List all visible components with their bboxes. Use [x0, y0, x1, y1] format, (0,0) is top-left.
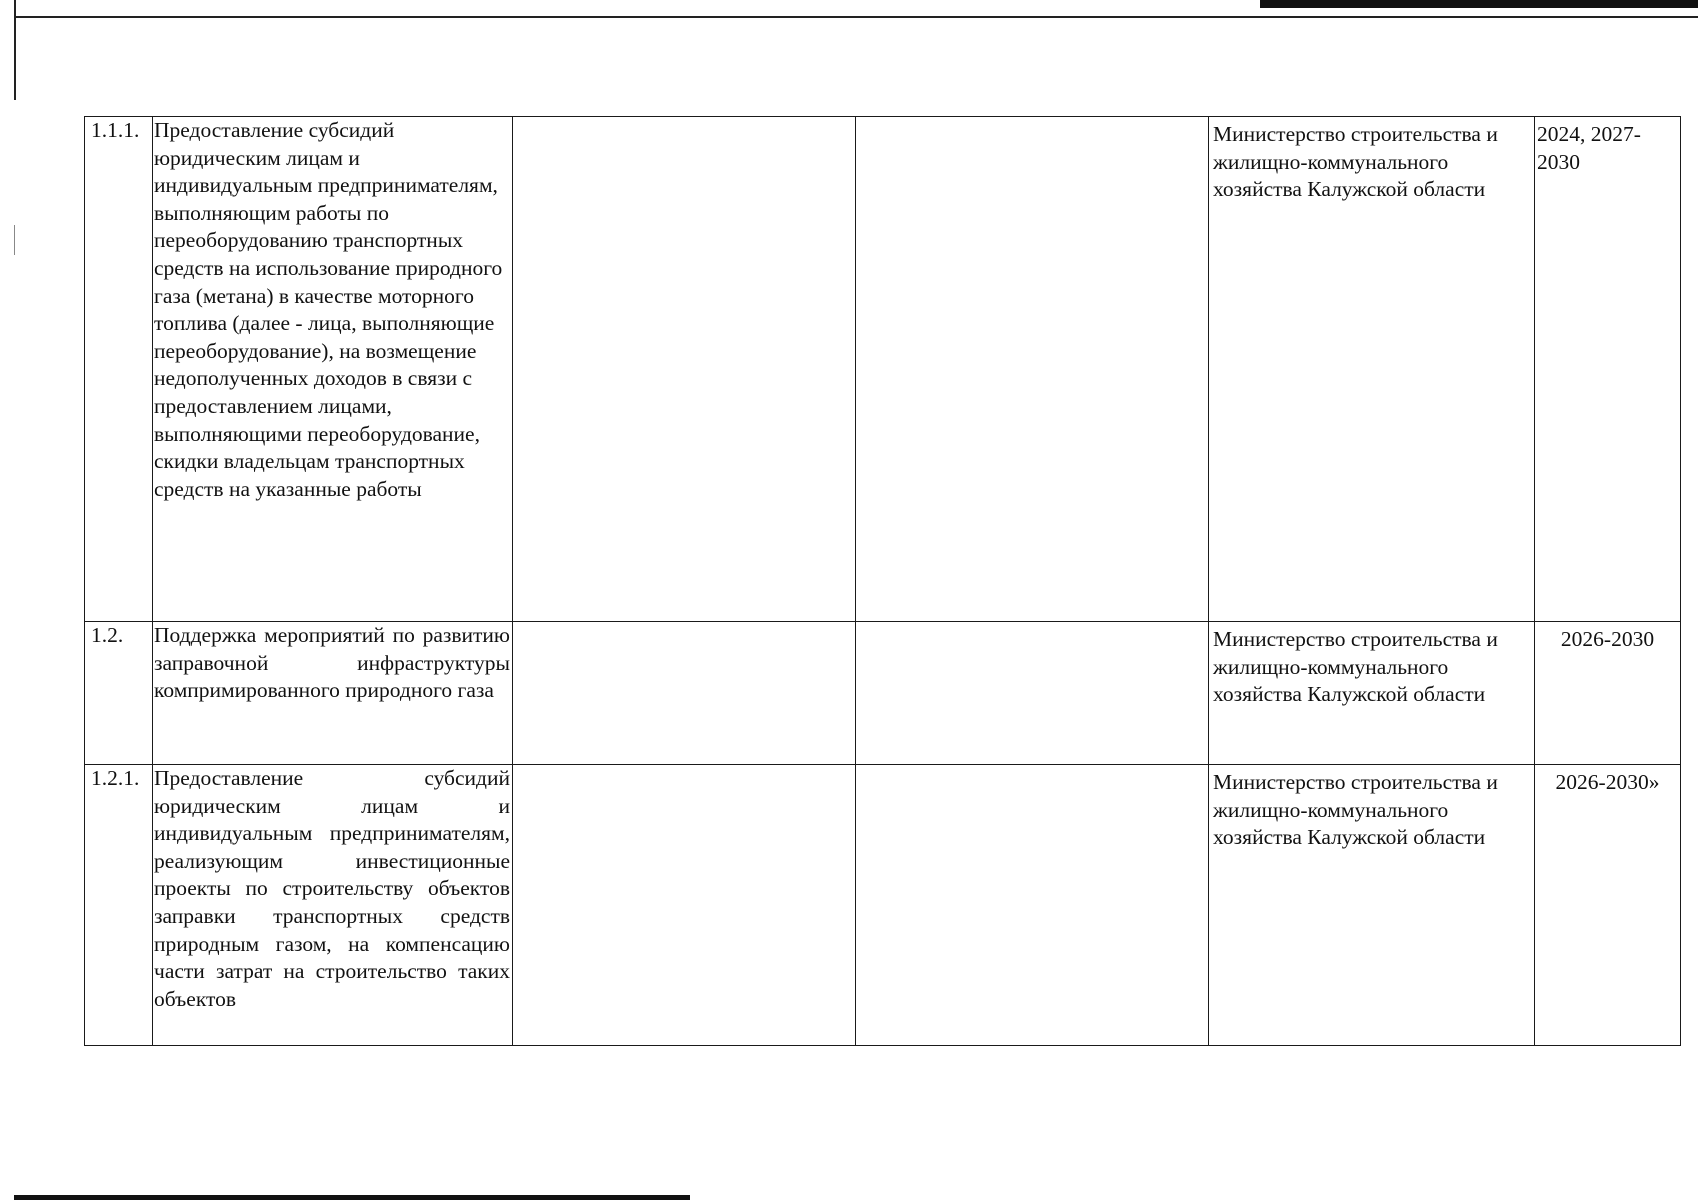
row-responsible-executor: Министерство строительства и жилищно-коммунального хозяйства Калужской области [1209, 765, 1535, 1046]
scan-top-edge-bar [1260, 0, 1698, 8]
measures-table [84, 116, 1681, 1046]
row-empty-cell [513, 117, 856, 622]
row-empty-cell [513, 765, 856, 1046]
row-period: 2024, 2027-2030 [1535, 117, 1681, 622]
table-row [85, 117, 1681, 622]
row-number: 1.2. [85, 622, 153, 765]
row-description: Предоставление субсидий юридическим лицам и индивидуальным предпринимателям, реализующим инвестиционные проекты по строительству объектов заправки транспортных средств природным газом, на компенсацию части затрат на строительство таких объектов [153, 765, 513, 1046]
row-empty-cell [856, 765, 1209, 1046]
row-empty-cell [856, 117, 1209, 622]
scan-left-border-line [14, 0, 16, 100]
row-number: 1.2.1. [85, 765, 153, 1046]
row-period: 2026-2030» [1535, 765, 1681, 1046]
scan-left-mark [14, 225, 15, 255]
row-responsible-executor: Министерство строительства и жилищно-коммунального хозяйства Калужской области [1209, 117, 1535, 622]
row-responsible-executor: Министерство строительства и жилищно-коммунального хозяйства Калужской области [1209, 622, 1535, 765]
row-empty-cell [513, 622, 856, 765]
row-period: 2026-2030 [1535, 622, 1681, 765]
row-description: Предоставление субсидий юридическим лицам и индивидуальным предпринимателям, выполняющим работы по переоборудованию транспортных средств на использование природного газа (метана) в качестве моторного топлива (далее - лица, выполняющие переоборудование), на возмещение недополученных доходов в связи с предоставлением лицами, выполняющими переоборудование, скидки владельцам транспортных средств на указанные работы [153, 117, 513, 622]
table-row [85, 765, 1681, 1046]
scan-bottom-edge-bar [14, 1195, 690, 1200]
row-empty-cell [856, 622, 1209, 765]
row-description: Поддержка мероприятий по развитию заправочной инфраструктуры компримированного природного газа [153, 622, 513, 765]
scan-top-border-line [14, 16, 1698, 18]
row-number: 1.1.1. [85, 117, 153, 622]
table-row [85, 622, 1681, 765]
